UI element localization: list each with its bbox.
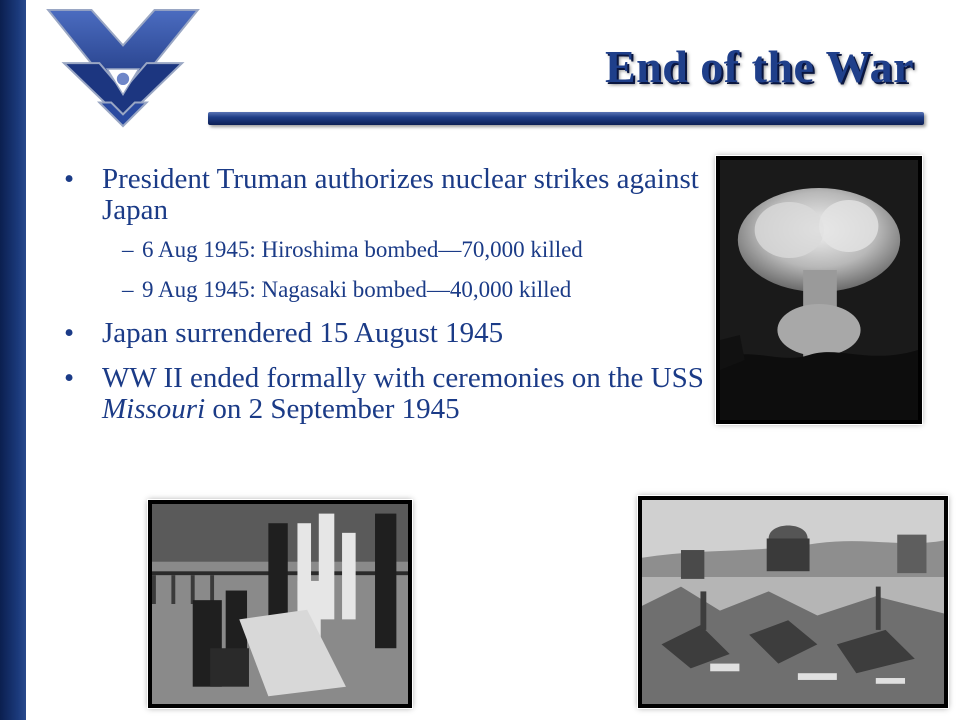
bullet-text: President Truman authorizes nuclear strikes against Japan xyxy=(102,163,699,226)
air-force-wings-logo xyxy=(44,6,202,134)
bullet-text-end: on 2 September 1945 xyxy=(205,393,460,425)
bullet-item xyxy=(64,363,764,425)
bullet-list xyxy=(64,164,764,425)
sub-bullet-marker: – xyxy=(122,277,134,302)
title-underline-bar xyxy=(208,112,924,125)
mushroom-cloud-photo xyxy=(716,156,922,424)
sub-bullet-text: 6 Aug 1945: Hiroshima bombed—70,000 killed xyxy=(142,237,583,262)
bullet-marker: • xyxy=(64,317,75,349)
bullet-item xyxy=(64,318,764,349)
bullet-text: Japan surrendered 15 August 1945 xyxy=(102,317,504,349)
bullet-marker: • xyxy=(64,362,75,394)
sub-bullet-marker: – xyxy=(122,237,134,262)
hiroshima-ruins-photo xyxy=(638,496,948,708)
sub-bullet-item xyxy=(64,238,702,262)
sub-bullet-text: 9 Aug 1945: Nagasaki bombed—40,000 killed xyxy=(142,277,572,302)
left-accent-band xyxy=(0,0,26,720)
bullet-marker: • xyxy=(64,163,75,195)
slide-title: End of the War xyxy=(604,41,914,92)
sub-bullet-item xyxy=(64,278,702,302)
ship-name: Missouri xyxy=(102,393,206,425)
bullet-item xyxy=(64,164,702,226)
surrender-ceremony-photo xyxy=(148,500,412,708)
bullet-text-start: WW II ended formally with ceremonies on the USS xyxy=(102,362,704,394)
